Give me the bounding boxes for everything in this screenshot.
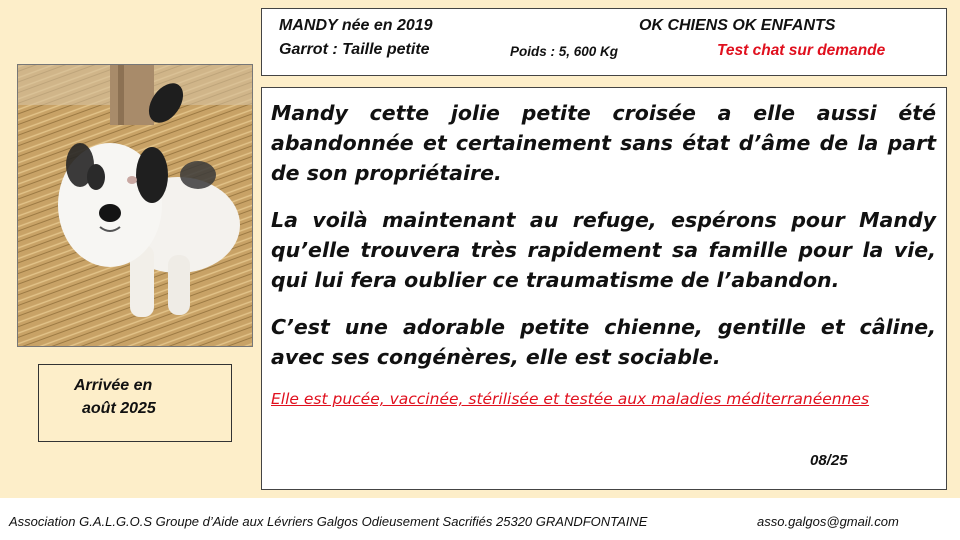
- weight-label: Poids : 5, 600 Kg: [510, 44, 619, 59]
- compatibility: OK CHIENS OK ENFANTS: [639, 17, 836, 34]
- footer-bar: [0, 498, 960, 540]
- date-label: 08/25: [810, 452, 848, 469]
- dog-photo-image: [18, 65, 253, 347]
- arrival-line-2: août 2025: [82, 400, 156, 417]
- name-birth: MANDY née en 2019: [279, 17, 433, 34]
- arrival-box: [38, 364, 232, 442]
- association-info: Association G.A.L.G.O.S Groupe d’Aide aux Lévriers Galgos Odieusement Sacrifiés 25320 GRANDFONTAINE: [9, 514, 648, 529]
- arrival-line-1: Arrivée en: [74, 377, 153, 394]
- description-paragraph-1: Mandy cette jolie petite croisée a elle aussi été abandonnée et certainement sans état d’âme de la part de son propriétaire.: [271, 101, 936, 185]
- contact-email: asso.galgos@gmail.com: [757, 514, 899, 529]
- description-paragraph-2: La voilà maintenant au refuge, espérons pour Mandy qu’elle trouvera très rapidement sa famille pour la vie, qui lui fera oublier ce traumatisme de l’abandon.: [271, 208, 936, 292]
- cat-test-label: Test chat sur demande: [717, 42, 886, 59]
- size-label: Garrot : Taille petite: [279, 41, 430, 58]
- description-box: [261, 87, 947, 490]
- description-paragraph-3: C’est une adorable petite chienne, gentille et câline, avec ses congénères, elle est sociable.: [271, 315, 936, 369]
- info-header-box: [261, 8, 947, 76]
- dog-photo: [17, 64, 253, 347]
- medical-note: Elle est pucée, vaccinée, stérilisée et testée aux maladies méditerranéennes: [271, 390, 870, 408]
